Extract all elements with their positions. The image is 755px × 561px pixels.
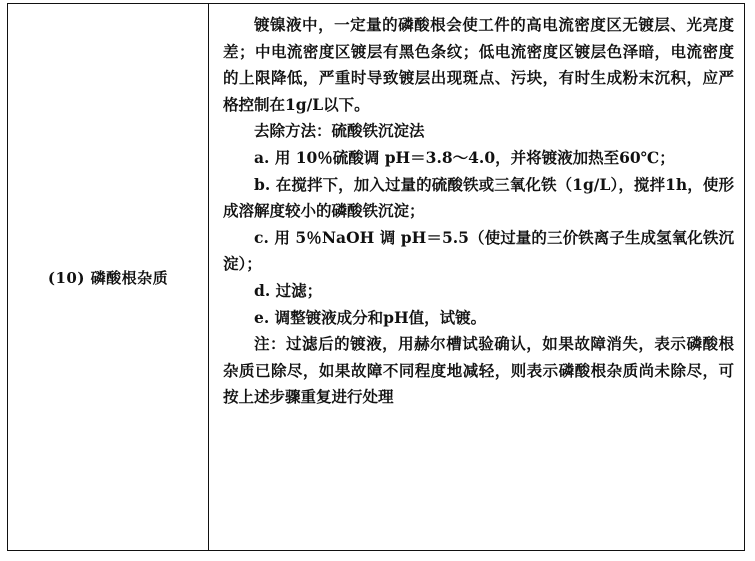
step-e: e. 调整镀液成分和pH值，试镀。 (254, 307, 487, 327)
row-label: (10) 磷酸根杂质 (47, 268, 169, 287)
table-row (8, 4, 745, 551)
step-b: b. 在搅拌下，加入过量的硫酸铁或三氧化铁（1g/L），搅拌1h，使形成溶解度较小的磷酸铁沉淀； (223, 174, 734, 221)
step-c: c. 用 5％NaOH 调 pH＝5.5（使过量的三价铁离子生成氢氧化铁沉淀）； (223, 227, 734, 274)
impurity-table (7, 3, 745, 551)
note-paragraph: 注：过滤后的镀液，用赫尔槽试验确认，如果故障消失，表示磷酸根杂质已除尽，如果故障不同程度地减轻，则表示磷酸根杂质尚未除尽，可按上述步骤重复进行处理 (223, 334, 734, 407)
step-d: d. 过滤； (254, 280, 323, 300)
step-a: a. 用 10％硫酸调 pH＝3.8～4.0，并将镀液加热至60℃； (254, 147, 675, 167)
row-content-cell (209, 4, 745, 551)
intro-paragraph: 镀镍液中，一定量的磷酸根会使工件的高电流密度区无镀层、光亮度差；中电流密度区镀层有黑色条纹；低电流密度区镀层色泽暗，电流密度的上限降低，严重时导致镀层出现斑点、污块，有时生成粉末沉积，应严格控制在1g/L以下。 (223, 15, 734, 114)
method-heading: 去除方法：硫酸铁沉淀法 (254, 121, 425, 141)
row-label-cell (8, 4, 209, 551)
